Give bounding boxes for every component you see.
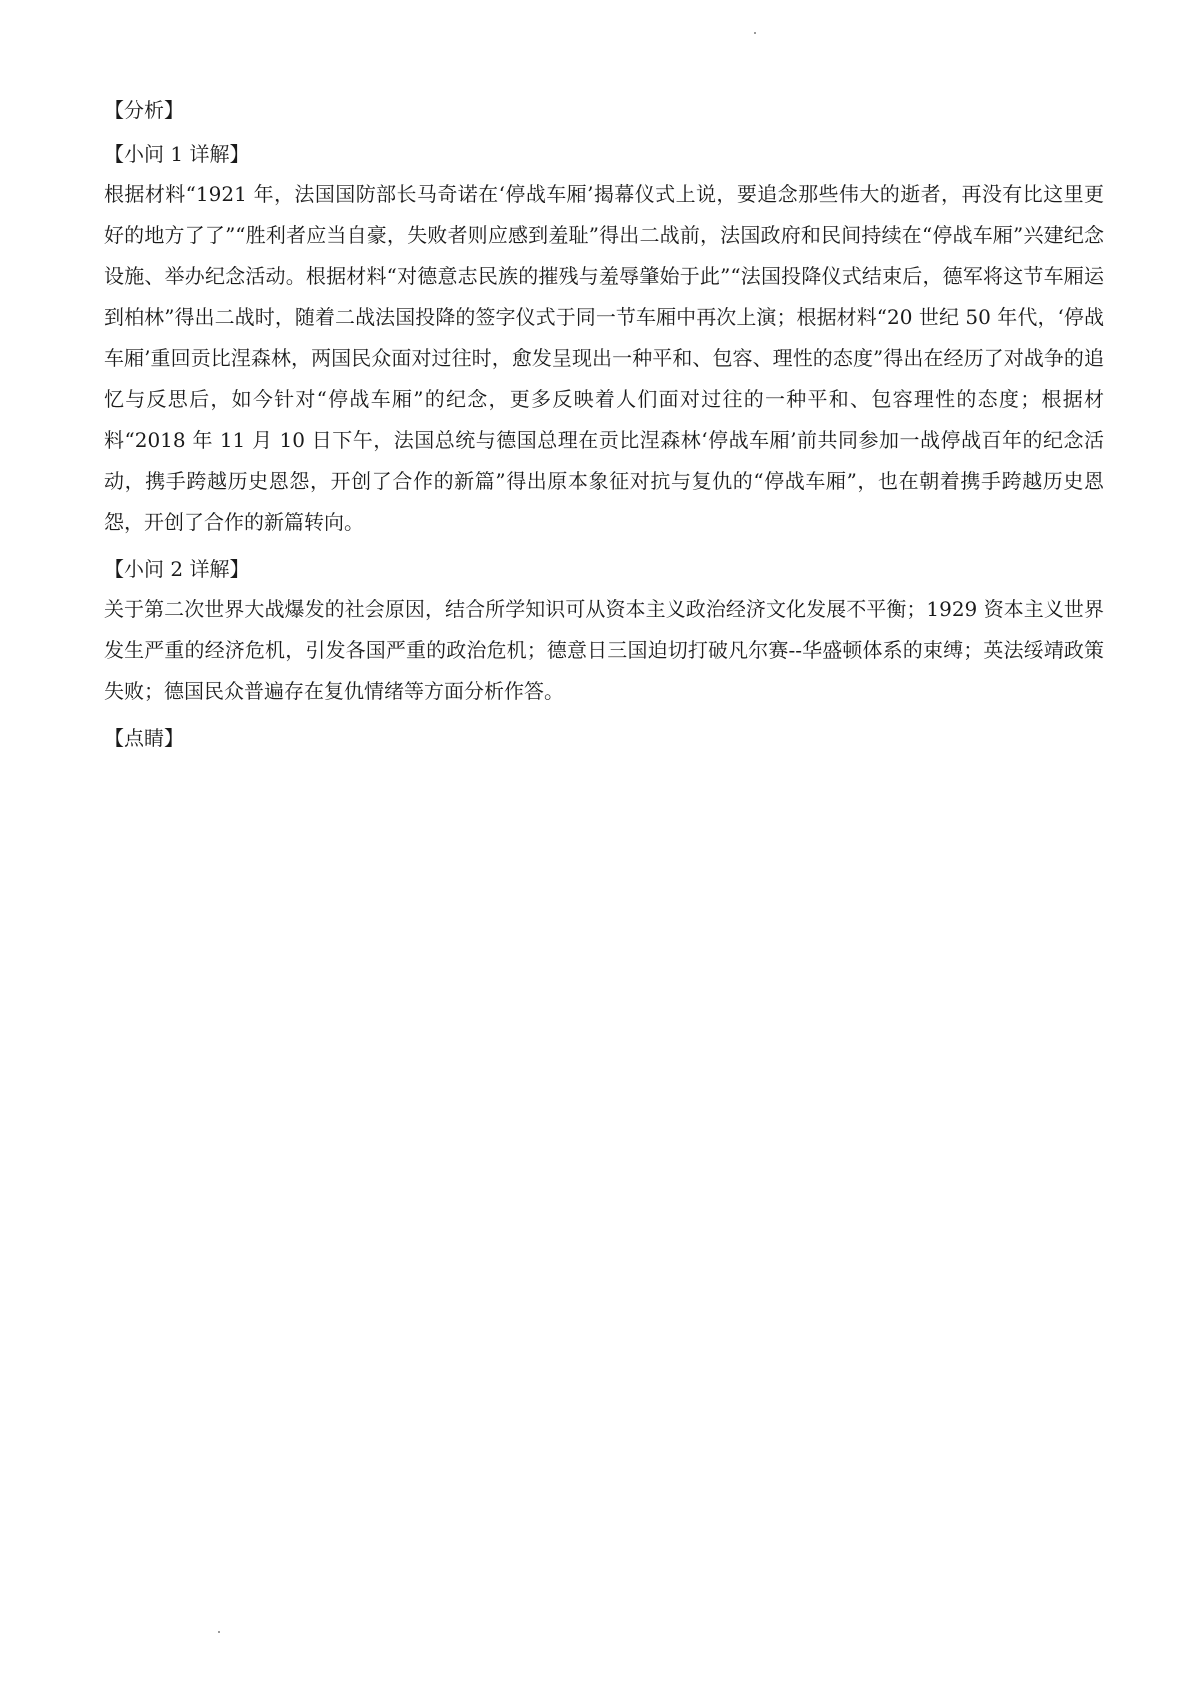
scan-speck bbox=[754, 32, 756, 34]
answer-content bbox=[104, 96, 1104, 768]
analysis-heading: 【分析】 bbox=[104, 98, 184, 122]
question-1-heading: 【小问 1 详解】 bbox=[104, 142, 250, 166]
question-1-explanation: 根据材料“1921 年，法国国防部长马奇诺在‘停战车厢’揭幕仪式上说，要追念那些伟大的逝者，再没有比这里更好的地方了了”“胜利者应当自豪，失败者则应感到羞耻”得出二战前，法国政府和民间持续在“停战车厢”兴建纪念设施、举办纪念活动。根据材料“对德意志民族的摧残与羞辱肇始于此”“法国投降仪式结束后，德军将这节车厢运到柏林”得出二战时，随着二战法国投降的签字仪式于同一节车厢中再次上演；根据材料“20 世纪 50 年代，‘停战车厢’重回贡比涅森林，两国民众面对过往时，愈发呈现出一种平和、包容、理性的态度”得出在经历了对战争的追忆与反思后，如今针对“停战车厢”的纪念，更多反映着人们面对过往的一种平和、包容理性的态度；根据材料“2018 年 11 月 10 日下午，法国总统与德国总理在贡比涅森林‘停战车厢’前共同参加一战停战百年的纪念活动，携手跨越历史恩怨，开创了合作的新篇”得出原本象征对抗与复仇的“停战车厢”，也在朝着携手跨越历史恩怨，开创了合作的新篇转向。 bbox=[104, 182, 1104, 534]
scan-speck bbox=[218, 1631, 220, 1633]
comment-heading: 【点睛】 bbox=[104, 726, 184, 750]
question-2-explanation: 关于第二次世界大战爆发的社会原因，结合所学知识可从资本主义政治经济文化发展不平衡；1929 资本主义世界发生严重的经济危机，引发各国严重的政治危机；德意日三国迫切打破凡尔赛--华盛顿体系的束缚；英法绥靖政策失败；德国民众普遍存在复仇情绪等方面分析作答。 bbox=[104, 597, 1104, 703]
question-2-heading: 【小问 2 详解】 bbox=[104, 557, 250, 581]
